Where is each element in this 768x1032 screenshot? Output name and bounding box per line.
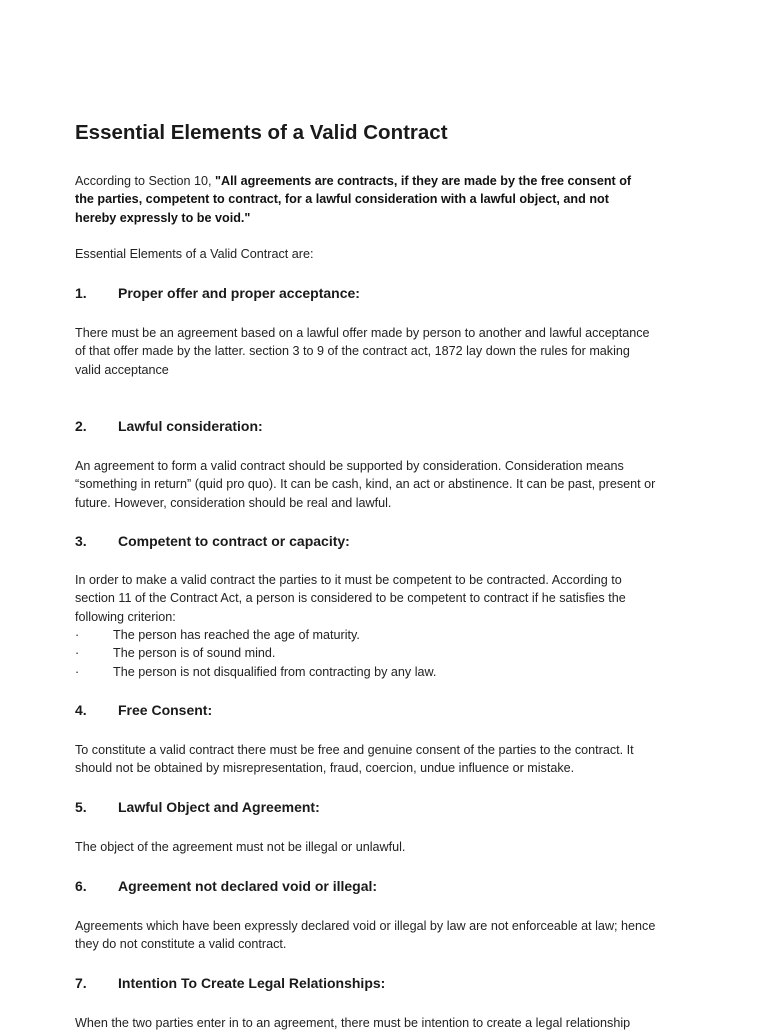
intro-prefix: According to Section 10, [75,174,216,188]
body-line: Agreements which have been expressly declared void or illegal by law are not enforceable at law; hence [75,919,656,933]
bullet-marker: · [75,628,80,642]
section-title: Proper offer and proper acceptance: [118,285,360,301]
intro-quote-line3: hereby expressly to be void." [75,210,251,225]
section-heading-7 [75,974,385,992]
section-body-2 [75,457,735,512]
body-line: of that offer made by the latter. section 3 to 9 of the contract act, 1872 lay down the rules for making [75,344,630,359]
section-number: 1. [75,285,87,301]
intro-quote-line2: the parties, competent to contract, for a lawful consideration with a lawful object, and not [75,192,609,207]
body-line: valid acceptance [75,362,169,377]
section-title: Intention To Create Legal Relationships: [118,975,386,991]
body-line: To constitute a valid contract there must be free and genuine consent of the parties to the contract. It [75,743,634,757]
section-number: 7. [75,975,87,991]
body-line: The object of the agreement must not be illegal or unlawful. [75,840,406,854]
body-line: In order to make a valid contract the parties to it must be competent to be contracted. According to [75,573,622,587]
body-line: An agreement to form a valid contract should be supported by consideration. Consideration means [75,459,624,473]
section-number: 4. [75,702,87,718]
section-heading-2 [75,417,263,435]
section-heading-6 [75,877,377,895]
criteria-list [75,626,436,681]
section-number: 5. [75,799,87,815]
section-title: Lawful consideration: [118,418,263,434]
section-number: 3. [75,533,87,549]
section-heading-5 [75,798,320,816]
body-line: should not be obtained by misrepresentation, fraud, coercion, undue influence or mistake. [75,761,575,776]
list-item-text: The person has reached the age of maturity. [113,628,360,642]
section-body-4 [75,741,735,778]
body-line: following criterion: [75,609,176,624]
body-line: When the two parties enter in to an agreement, there must be intention to create a legal relationship [75,1016,631,1030]
list-item [75,663,436,681]
list-item [75,644,436,662]
section-title: Agreement not declared void or illegal: [118,878,378,894]
section-body-7 [75,1014,735,1032]
section-heading-1 [75,284,360,302]
page-title: Essential Elements of a Valid Contract [75,121,448,144]
section-heading-4 [75,701,212,719]
section-body-5 [75,838,735,856]
list-item-text: The person is not disqualified from contracting by any law. [113,664,437,679]
bullet-marker: · [75,646,80,661]
lead-text: Essential Elements of a Valid Contract are: [75,247,314,261]
body-line: future. However, consideration should be real and lawful. [75,495,392,510]
section-title: Free Consent: [118,702,213,718]
intro-paragraph [75,172,735,227]
section-body-1 [75,324,735,379]
list-item-text: The person is of sound mind. [113,646,276,661]
section-body-6 [75,917,735,954]
section-body-3 [75,571,735,626]
section-title: Competent to contract or capacity: [118,533,350,549]
bullet-marker: · [75,664,80,679]
section-heading-3 [75,532,350,550]
body-line: section 11 of the Contract Act, a person is considered to be competent to contract if he satisfies the [75,591,626,606]
body-line: There must be an agreement based on a lawful offer made by person to another and lawful acceptance [75,326,650,340]
list-item [75,626,436,644]
intro-quote-line1: "All agreements are contracts, if they are made by the free consent of [215,174,632,188]
body-line: “something in return” (quid pro quo). It can be cash, kind, an act or abstinence. It can be past, present or [75,477,656,492]
section-number: 2. [75,418,87,434]
body-line: they do not constitute a valid contract. [75,937,287,952]
section-title: Lawful Object and Agreement: [118,799,320,815]
section-number: 6. [75,878,87,894]
